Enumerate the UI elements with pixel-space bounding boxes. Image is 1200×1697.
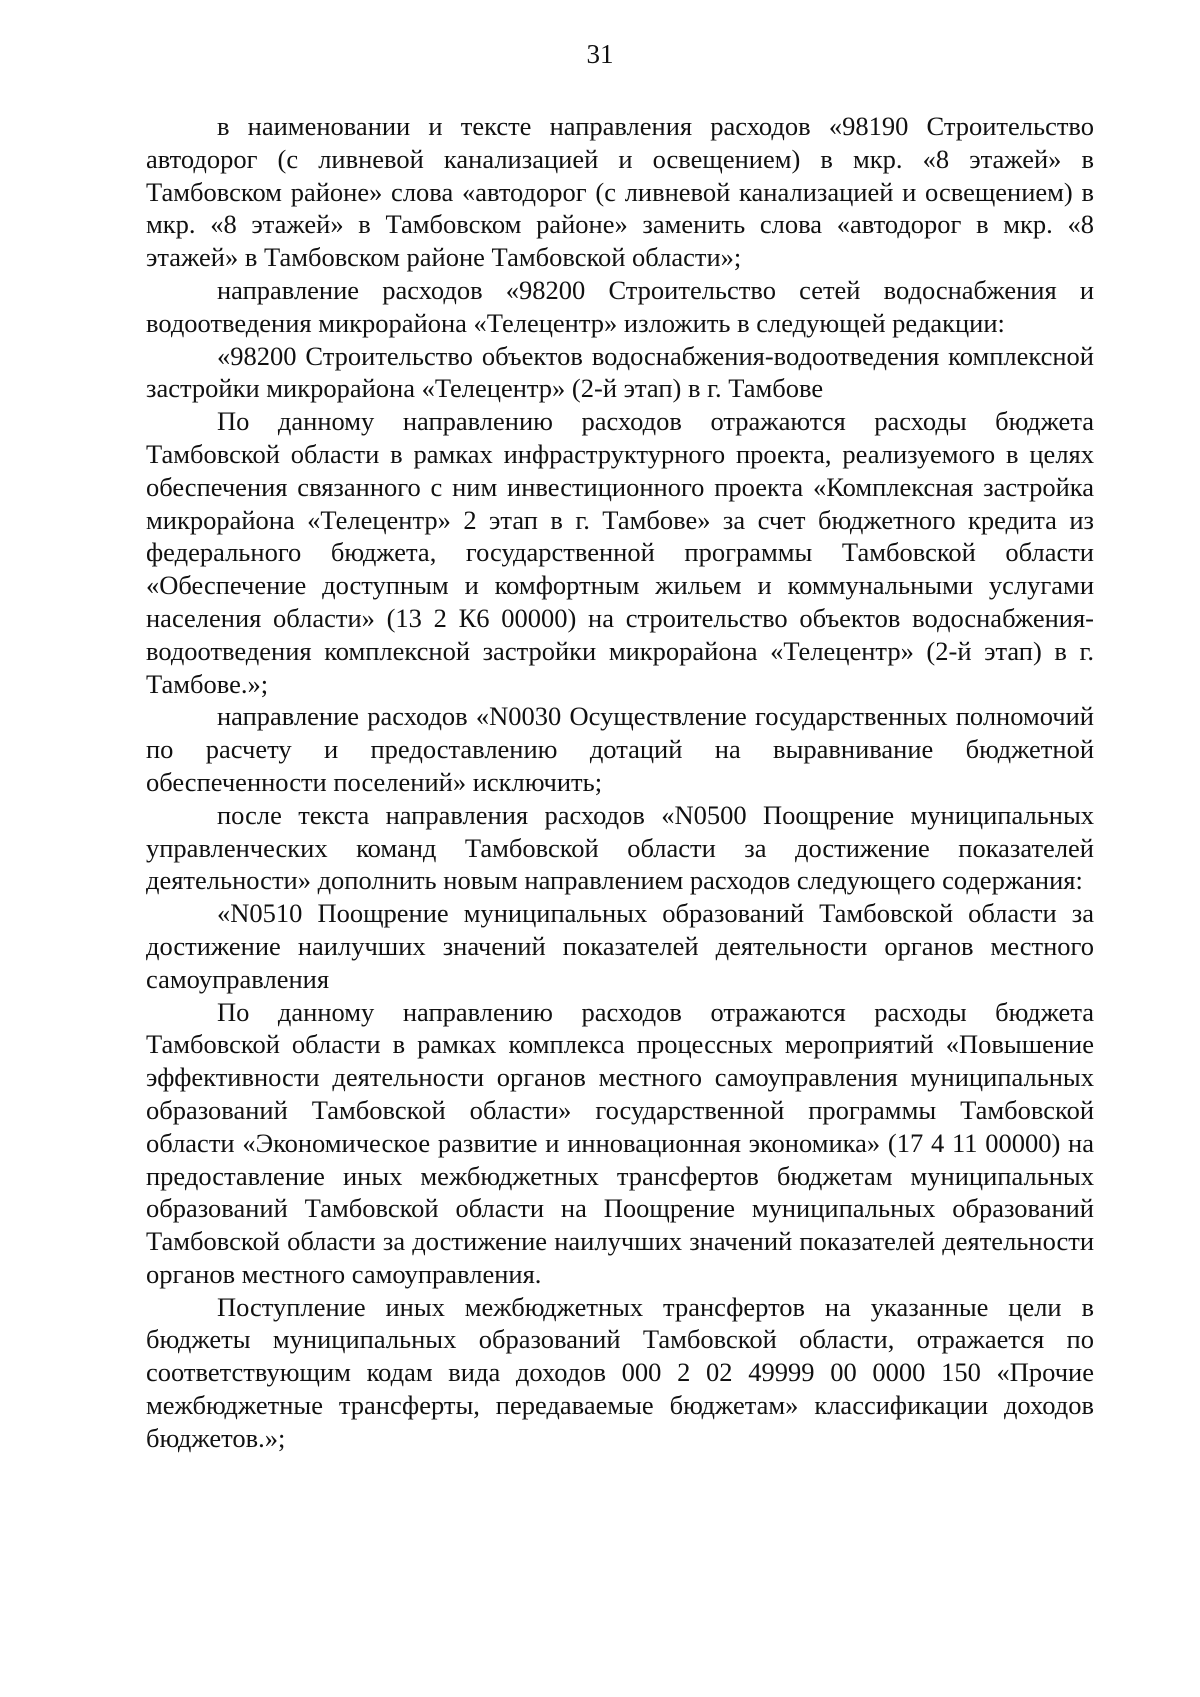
paragraph-98200-description: По данному направлению расходов отражаются расходы бюджета Тамбовской области в рамках инфраструктурного проекта, реализуемого в целях обеспечения связанного с ним инвестиционного проекта «Комплексная застройка микрорайона «Телецентр» 2 этап в г. Тамбове» за счет бюджетного кредита из федерального бюджета, государственной программы Тамбовской области «Обеспечение доступным и комфортным жильем и коммунальными услугами населения области» (13 2 К6 00000) на строительство объектов водоснабжения-водоотведения комплексной застройки микрорайона «Телецентр» (2-й этап) в г. Тамбове.»; xyxy=(146,406,1094,699)
paragraph-n0030-exclude: направление расходов «N0030 Осуществление государственных полномочий по расчету и предоставлению дотаций на выравнивание бюджетной обеспеченности поселений» исключить; xyxy=(146,701,1094,797)
paragraph-n0510-title: «N0510 Поощрение муниципальных образований Тамбовской области за достижение наилучших значений показателей деятельности органов местного самоуправления xyxy=(146,898,1094,994)
paragraph-n0500-supplement: после текста направления расходов «N0500 Поощрение муниципальных управленческих команд Тамбовской области за достижение показателей деятельности» дополнить новым направлением расходов следующего содержания: xyxy=(146,799,1094,896)
paragraph-transfers-revenue: Поступление иных межбюджетных трансфертов на указанные цели в бюджеты муниципальных образований Тамбовской области, отражается по соответствующим кодам вида доходов 000 2 02 49999 00 0000 150 «Прочие межбюджетные трансферты, передаваемые бюджетам» классификации доходов бюджетов.»; xyxy=(146,1291,1094,1453)
paragraph-n0510-description: По данному направлению расходов отражаются расходы бюджета Тамбовской области в рамках комплекса процессных мероприятий «Повышение эффективности деятельности органов местного самоуправления муниципальных образований Тамбовской области» государственной программы Тамбовской области «Экономическое развитие и инновационная экономика» (17 4 11 00000) на предоставление иных межбюджетных трансфертов бюджетам муниципальных образований Тамбовской области на Поощрение муниципальных образований Тамбовской области за достижение наилучших значений показателей деятельности органов местного самоуправления. xyxy=(146,996,1094,1289)
paragraph-98200-title: «98200 Строительство объектов водоснабжения-водоотведения комплексной застройки микрорайона «Телецентр» (2-й этап) в г. Тамбове xyxy=(146,340,1094,404)
paragraph-98190-rename: в наименовании и тексте направления расходов «98190 Строительство автодорог (с ливневой канализацией и освещением) в мкр. «8 этажей» в Тамбовском районе» слова «автодорог (с ливневой канализацией и освещением) в мкр. «8 этажей» в Тамбовском районе» заменить слова «автодорог в мкр. «8 этажей» в Тамбовском районе Тамбовской области»; xyxy=(146,111,1094,273)
document-body xyxy=(146,110,1094,1455)
page-number: 31 xyxy=(586,39,614,69)
paragraph-98200-restate: направление расходов «98200 Строительство сетей водоснабжения и водоотведения микрорайона «Телецентр» изложить в следующей редакции: xyxy=(146,274,1094,338)
